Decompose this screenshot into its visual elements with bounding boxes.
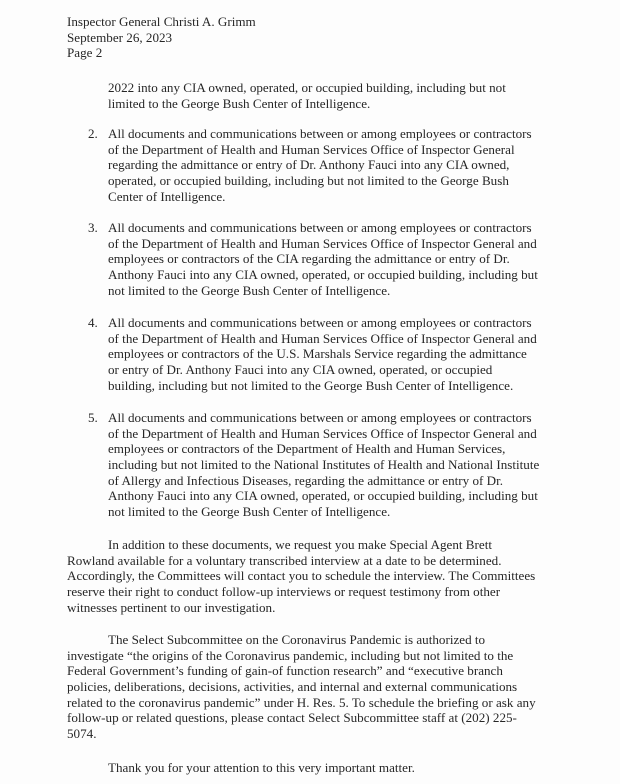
text-line: All documents and communications between or among employees or contractors: [108, 410, 532, 425]
text-line: All documents and communications between or among employees or contractors: [108, 126, 532, 141]
text-line: reserve their right to conduct follow-up interviews or request testimony from other: [67, 583, 501, 599]
text-line: All documents and communications between or among employees or contractors: [108, 315, 532, 330]
text-line: 5074.: [67, 725, 97, 741]
interview-request-paragraph: [67, 537, 607, 615]
continued-request-text: [108, 80, 578, 111]
letter-header: [67, 14, 567, 61]
text-line: 2022 into any CIA owned, operated, or occupied building, including but not: [108, 80, 506, 95]
page-number: Page 2: [67, 45, 103, 61]
request-text: [108, 126, 584, 204]
text-line: not limited to the George Bush Center of Intelligence.: [108, 282, 391, 298]
list-number: 3.: [88, 220, 98, 235]
text-line: Anthony Fauci into any CIA owned, operated, or occupied building, including but: [108, 488, 538, 504]
text-line: building, including but not limited to the George Bush Center of Intelligence.: [108, 377, 514, 393]
authority-paragraph: [67, 632, 607, 742]
recipient-line: Inspector General Christi A. Grimm: [67, 14, 256, 29]
list-number: 5.: [88, 410, 98, 425]
text-line: of the Department of Health and Human Services Office of Inspector General and: [108, 330, 537, 346]
text-line: follow-up or related questions, please contact Select Subcommittee staff at (202) 225-: [67, 710, 517, 726]
text-line: of the Department of Health and Human Services Office of Inspector General: [108, 141, 515, 157]
request-text: [108, 315, 584, 393]
text-line: including but not limited to the National Institutes of Health and National Institute: [108, 456, 540, 472]
text-line: or entry of Dr. Anthony Fauci into any CIA owned, operated, or occupied: [108, 361, 493, 377]
request-text: [108, 410, 584, 520]
text-line: employees or contractors of the CIA regarding the admittance or entry of Dr.: [108, 251, 510, 267]
text-line: employees or contractors of the Department of Health and Human Services,: [108, 441, 506, 457]
text-line: of Allergy and Infectious Diseases, regarding the admittance or entry of Dr.: [108, 472, 503, 488]
text-line: policies, deliberations, decisions, activities, and internal and external communications: [67, 678, 518, 694]
text-line: employees or contractors of the U.S. Marshals Service regarding the admittance: [108, 346, 527, 362]
text-line: of the Department of Health and Human Services Office of Inspector General and: [108, 235, 537, 251]
request-text: [108, 220, 584, 298]
text-line: Rowland available for a voluntary transcribed interview at a date to be determined.: [67, 552, 502, 568]
text-line: witnesses pertinent to our investigation.: [67, 599, 276, 615]
text-line: of the Department of Health and Human Services Office of Inspector General and: [108, 425, 537, 441]
text-line: Accordingly, the Committees will contact you to schedule the interview. The Committees: [67, 568, 536, 584]
text-line: operated, or occupied building, including but not limited to the George Bush: [108, 172, 509, 188]
text-line: regarding the admittance or entry of Dr. Anthony Fauci into any CIA owned,: [108, 157, 510, 173]
text-line: All documents and communications between or among employees or contractors: [108, 220, 532, 235]
list-number: 2.: [88, 126, 98, 141]
text-line: investigate “the origins of the Coronavirus pandemic, including but not limited to the: [67, 647, 514, 663]
text-line: related to the coronavirus pandemic” under H. Res. 5. To schedule the briefing or ask any: [67, 694, 536, 710]
list-number: 4.: [88, 315, 98, 330]
closing-line: Thank you for your attention to this very important matter.: [108, 760, 415, 775]
text-line: In addition to these documents, we request you make Special Agent Brett: [108, 537, 492, 552]
text-line: Center of Intelligence.: [108, 188, 226, 204]
text-line: limited to the George Bush Center of Intelligence.: [108, 95, 371, 111]
text-line: not limited to the George Bush Center of Intelligence.: [108, 503, 391, 519]
text-line: The Select Subcommittee on the Coronavirus Pandemic is authorized to: [108, 632, 486, 647]
date-line: September 26, 2023: [67, 29, 173, 45]
text-line: Federal Government’s funding of gain-of function research” and “executive branch: [67, 663, 503, 679]
text-line: Anthony Fauci into any CIA owned, operated, or occupied building, including but: [108, 266, 538, 282]
